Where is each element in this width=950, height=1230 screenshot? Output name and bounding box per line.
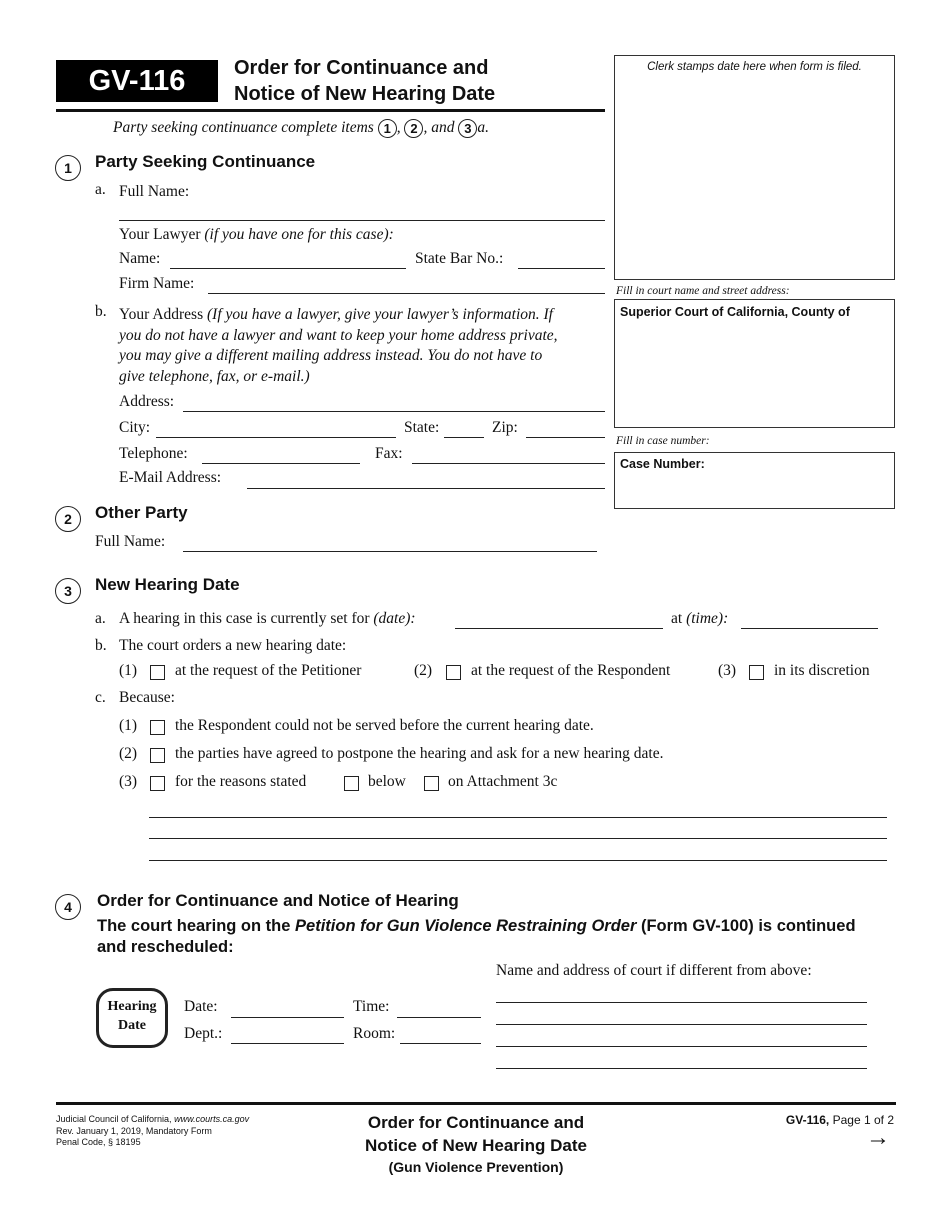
court-address-line-3[interactable] xyxy=(496,1046,867,1047)
address-instructions: Your Address (If you have a lawyer, give your lawyer’s information. If you do not have a lawyer and want to keep your home address private, you may give a different mailing address instead. You do not have to give telephone, fax, or e-mail.) xyxy=(119,306,558,385)
reasons-line-3[interactable] xyxy=(149,860,887,861)
next-page-arrow-icon[interactable]: → xyxy=(866,1124,890,1151)
item-b-letter: b. xyxy=(95,303,107,320)
current-hearing-date-field[interactable] xyxy=(455,628,663,629)
b3-text: in its discretion xyxy=(774,662,870,679)
address-label: Address: xyxy=(119,393,175,410)
full-name-field[interactable] xyxy=(119,220,605,221)
b1-text: at the request of the Petitioner xyxy=(175,662,362,679)
b2-text: at the request of the Respondent xyxy=(471,662,671,679)
c3-below-checkbox[interactable] xyxy=(344,776,359,791)
section-2-title: Other Party xyxy=(95,503,188,522)
instructions: Party seeking continuance complete items 1 , 2 , and 3 a. xyxy=(113,119,489,137)
item-3-marker: 3 xyxy=(458,119,477,138)
item-3a-letter: a. xyxy=(95,610,106,627)
court-name-box[interactable] xyxy=(614,299,895,428)
court-name-label: Superior Court of California, County of xyxy=(620,305,850,319)
c2-number: (2) xyxy=(119,745,138,762)
c3-attachment-text: on Attachment 3c xyxy=(448,773,558,790)
footer-left: Judicial Council of California, www.courts.ca.gov Rev. January 1, 2019, Mandatory Form Penal Code, § 18195 xyxy=(56,1114,250,1147)
firm-name-label: Firm Name: xyxy=(119,275,195,292)
footer-title: Order for Continuance and Notice of New Hearing Date (Gun Violence Prevention) xyxy=(365,1113,587,1175)
new-room-field[interactable] xyxy=(400,1043,481,1044)
b2-number: (2) xyxy=(414,662,433,679)
address-field[interactable] xyxy=(183,411,605,412)
section-1-title: Party Seeking Continuance xyxy=(95,152,316,171)
court-address-line-2[interactable] xyxy=(496,1024,867,1025)
hearing-date-badge: Hearing Date xyxy=(96,988,168,1048)
lawyer-label: Your Lawyer (if you have one for this case): xyxy=(119,226,394,243)
courts-website-link[interactable]: www.courts.ca.gov xyxy=(174,1114,250,1124)
header-rule xyxy=(56,109,605,112)
court-name-prompt: Fill in court name and street address: xyxy=(616,285,790,297)
c3-attachment-checkbox[interactable] xyxy=(424,776,439,791)
case-number-box[interactable] xyxy=(614,452,895,509)
page-number: Page 1 of 2 xyxy=(832,1113,894,1127)
item-1-marker: 1 xyxy=(378,119,397,138)
form-number-badge xyxy=(56,60,218,102)
section-4-title: Order for Continuance and Notice of Hearing xyxy=(97,891,459,910)
item-3b-text: The court orders a new hearing date: xyxy=(119,637,347,654)
court-address-line-4[interactable] xyxy=(496,1068,867,1069)
section-1-number: 1 xyxy=(55,155,81,181)
case-number-prompt: Fill in case number: xyxy=(616,435,710,447)
fax-field[interactable] xyxy=(412,463,605,464)
item-3c-letter: c. xyxy=(95,689,106,706)
email-field[interactable] xyxy=(247,488,605,489)
footer-form-number: GV-116, xyxy=(785,1113,830,1127)
state-bar-field[interactable] xyxy=(518,268,605,269)
section-3-number: 3 xyxy=(55,578,81,604)
case-number-label: Case Number: xyxy=(620,457,705,471)
item-3b-letter: b. xyxy=(95,637,107,654)
state-label: State: xyxy=(404,419,440,436)
court-address-line-1[interactable] xyxy=(496,1002,867,1003)
c2-text: the parties have agreed to postpone the hearing and ask for a new hearing date. xyxy=(175,745,664,762)
c1-number: (1) xyxy=(119,717,138,734)
item-3c-text: Because: xyxy=(119,689,175,706)
reasons-line-2[interactable] xyxy=(149,838,887,839)
state-bar-label: State Bar No.: xyxy=(415,250,504,267)
clerk-stamp-box xyxy=(614,55,895,280)
b2-checkbox[interactable] xyxy=(446,665,461,680)
current-hearing-time-label: at (time): xyxy=(671,610,729,627)
clerk-stamp-label: Clerk stamps date here when form is filed. xyxy=(647,61,862,73)
lawyer-name-field[interactable] xyxy=(170,268,406,269)
section-3-title: New Hearing Date xyxy=(95,575,240,594)
firm-name-field[interactable] xyxy=(208,293,605,294)
other-party-name-field[interactable] xyxy=(183,551,597,552)
c1-checkbox[interactable] xyxy=(150,720,165,735)
b3-checkbox[interactable] xyxy=(749,665,764,680)
c3-text: for the reasons stated xyxy=(175,773,307,790)
new-time-label: Time: xyxy=(353,998,390,1015)
footer-rule xyxy=(56,1102,896,1105)
title-line-1: Order for Continuance and xyxy=(234,57,489,79)
b1-checkbox[interactable] xyxy=(150,665,165,680)
item-a-letter: a. xyxy=(95,181,106,198)
new-date-label: Date: xyxy=(184,998,218,1015)
other-party-name-label: Full Name: xyxy=(95,533,166,550)
email-label: E-Mail Address: xyxy=(119,469,222,486)
new-dept-label: Dept.: xyxy=(184,1025,223,1042)
state-field[interactable] xyxy=(444,437,484,438)
c3-number: (3) xyxy=(119,773,138,790)
section-4-number: 4 xyxy=(55,894,81,920)
telephone-label: Telephone: xyxy=(119,445,188,462)
item-2-marker: 2 xyxy=(404,119,423,138)
telephone-field[interactable] xyxy=(202,463,360,464)
city-field[interactable] xyxy=(156,437,396,438)
b3-number: (3) xyxy=(718,662,737,679)
c2-checkbox[interactable] xyxy=(150,748,165,763)
lawyer-name-label: Name: xyxy=(119,250,161,267)
title-line-2: Notice of New Hearing Date xyxy=(234,83,496,105)
new-date-field[interactable] xyxy=(231,1017,344,1018)
c3-below-text: below xyxy=(368,773,406,790)
city-label: City: xyxy=(119,419,151,436)
section-4-statement: The court hearing on the Petition for Gun Violence Restraining Order (Form GV-100) is continued and rescheduled: xyxy=(97,917,856,956)
fax-label: Fax: xyxy=(375,445,403,462)
new-time-field[interactable] xyxy=(397,1017,481,1018)
zip-field[interactable] xyxy=(526,437,605,438)
zip-label: Zip: xyxy=(492,419,518,436)
c1-text: the Respondent could not be served before the current hearing date. xyxy=(175,717,594,734)
b1-number: (1) xyxy=(119,662,138,679)
c3-checkbox[interactable] xyxy=(150,776,165,791)
new-room-label: Room: xyxy=(353,1025,396,1042)
form-number: GV-116 xyxy=(88,65,186,97)
court-if-different-label: Name and address of court if different from above: xyxy=(496,962,812,979)
reasons-line-1[interactable] xyxy=(149,817,887,818)
section-2-number: 2 xyxy=(55,506,81,532)
page-title xyxy=(234,55,495,107)
full-name-label: Full Name: xyxy=(119,183,190,200)
current-hearing-label: A hearing in this case is currently set for (date): xyxy=(119,610,416,627)
current-hearing-time-field[interactable] xyxy=(741,628,878,629)
new-dept-field[interactable] xyxy=(231,1043,344,1044)
